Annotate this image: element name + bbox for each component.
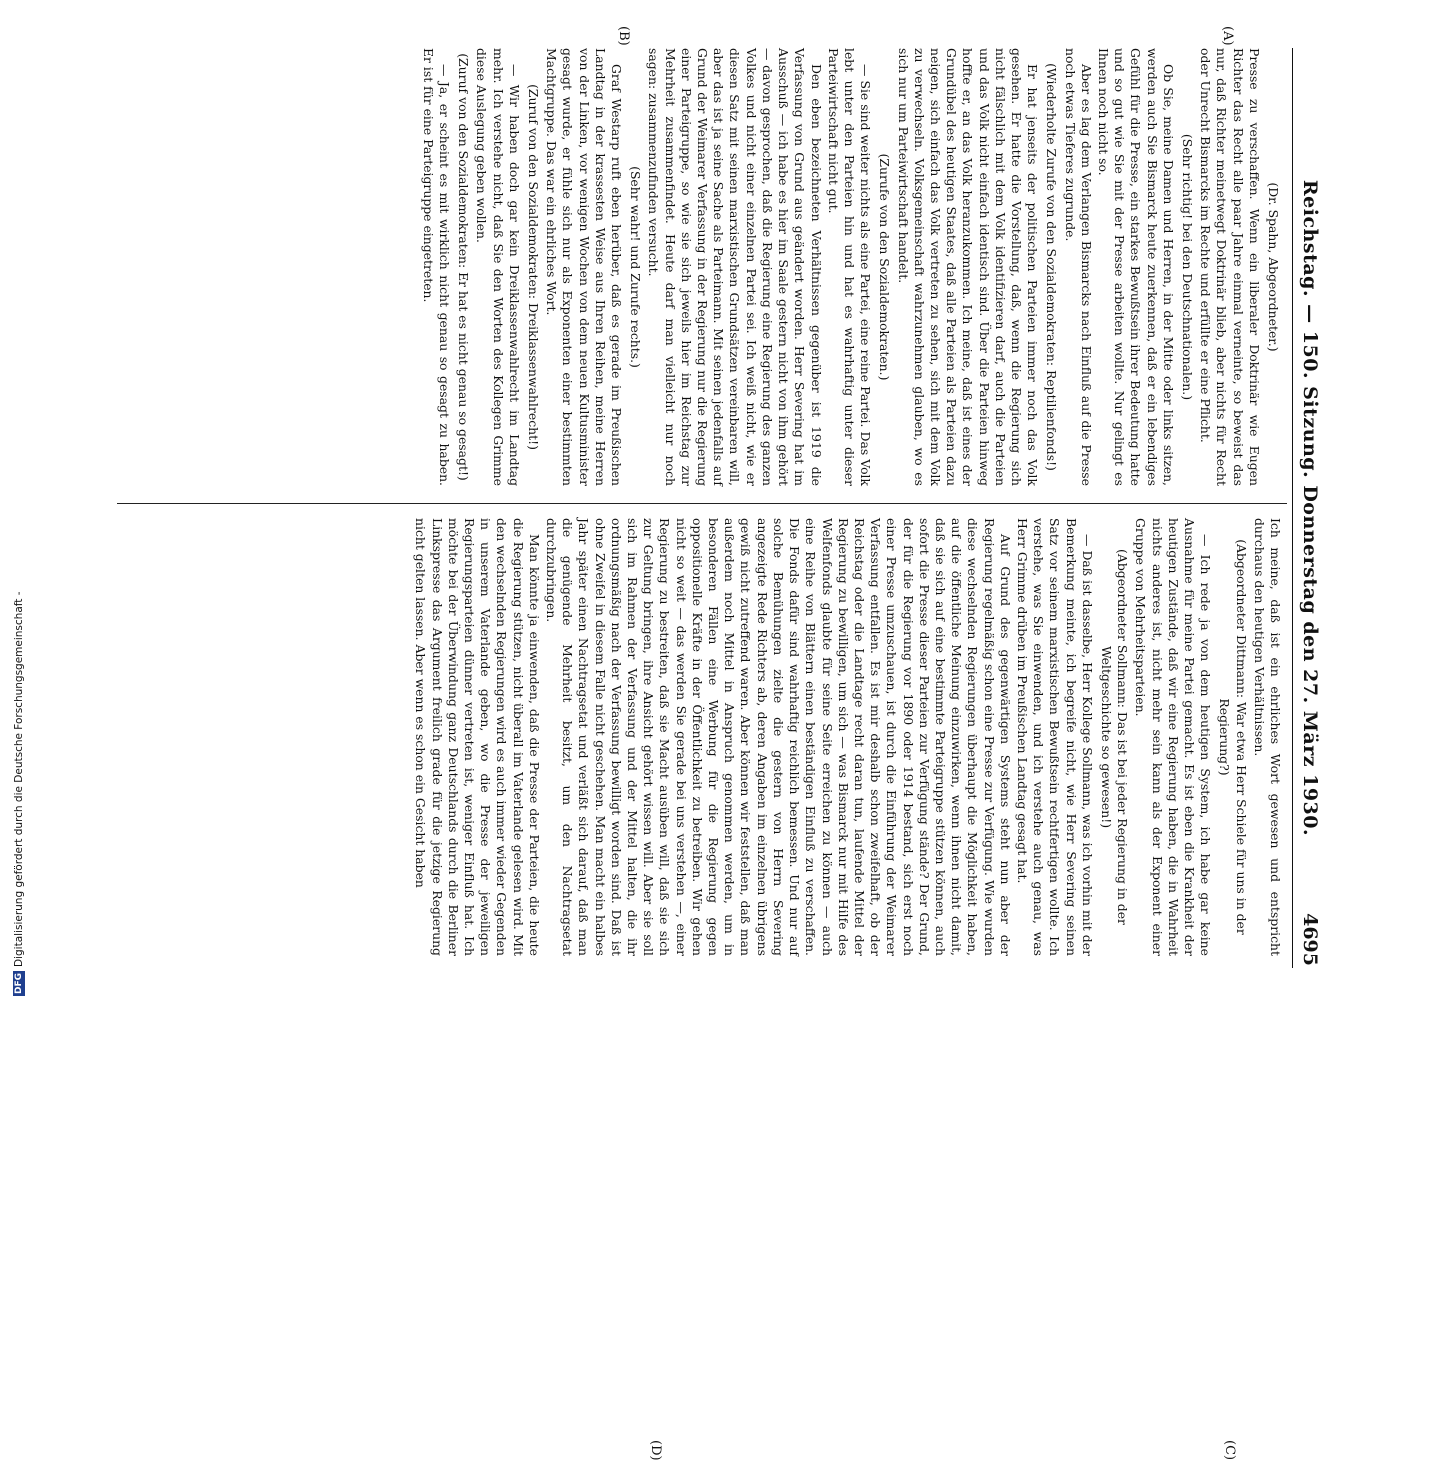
- margin-marker-a: (A): [1220, 26, 1235, 46]
- page-header: [1292, 48, 1327, 968]
- interjection: (Sehr wahr! und Zurufe rechts.): [628, 166, 644, 368]
- paragraph: — Sie sind weiter nichts als eine Partei, eine reine Partei. Das Volk lebt unter den Parteien hin und hat es wahrhaftig unter dieser Parteiwirtschaft nicht gut.: [825, 48, 874, 486]
- column-divider: [117, 503, 1287, 504]
- paragraph: Ob Sie, meine Damen und Herren, in der Mitte oder links sitzen, werden auch Sie Bismarck heute zuerkennen, daß er ein lebendiges Gefühl für die Presse, ein starkes Bewußtsein ihrer Bedeutung hatte und so gut wie Sie mit der Presse arbeiten wollte. Nur gelingt es Ihnen noch nicht so.: [1095, 48, 1176, 486]
- paragraph: Den eben bezeichneten Verhältnissen gegenüber ist 1919 die Verfassung von Grund aus geändert worden. Herr Severing hat im Ausschuß — ich habe es hier im Saale gestern nicht von ihm gehört — davon gesprochen, daß die Regierung eine Regierung des ganzen Volkes und nicht einer einzelnen Partei sei. Ich weiß nicht, wie er diesen Satz mit seinen marxistischen Grundsätzen vereinbaren will, aber das ist ja seine Sache als Parteimann. Mit seinen jedenfalls auf Grund der Weimarer Verfassung in der Regierung nur die Regierung einer Parteigruppe, so wie sie sich jeweils hier im Reichstag zur Mehrheit zusammenfindet. Heute darf man vielleicht nur noch sagen: zusammenzufinden versucht.: [646, 48, 824, 486]
- margin-marker-c: (C): [1222, 1440, 1237, 1461]
- paragraph: Ich meine, daß ist ein ehrliches Wort gewesen und entspricht durchaus den heutigen Verhältnissen.: [1251, 518, 1283, 956]
- left-column: [117, 26, 1283, 486]
- digitization-note: [10, 4, 28, 996]
- header-title: Reichstag. — 150. Sitzung. Donnerstag den 27. März 1930.: [1299, 179, 1321, 837]
- interjection: (Zurufe von den Sozialdemokraten.): [877, 153, 893, 381]
- interjection: (Zuruf von den Sozialdemokraten: Er hat es nicht genau so gesagt!): [456, 53, 472, 481]
- interjection: (Zuruf von den Sozialdemokraten: Dreiklassenwahlrecht!): [526, 84, 542, 450]
- paragraph: Er hat jenseits der politischen Parteien immer noch das Volk gesehen. Er hatte die Vorstellung, daß, wenn die Regierung sich nicht fälschlich mit dem Volk identifizieren darf, auch die Parteien und das Volk nicht einfach identisch sind. Über die Parteien hinweg hoffte er, an das Volk heranzukommen. Ich meine, daß ist eines der Grundübel des heutigen Staates, daß alle Parteien als Parteien dazu neigen, sich einfach das Volk vertreten zu sehen, sich mit dem Volk zu verwechseln. Volksgemeinschaft wahrzunehmen glauben, wo es sich nur um Parteiwirtschaft handelt.: [895, 48, 1041, 486]
- interjection: (Abgeordneter Dittmann: War etwa Herr Schiele für uns in der Regierung?): [1217, 539, 1249, 935]
- paragraph: Auf Grund des gegenwärtigen Systems steht nun aber der Regierung regelmäßig schon eine Presse zur Verfügung. Wie wurden diese wechselnden Regierungen überhaupt die Möglichkeit haben, auf die öffentliche Meinung einzuwirken, wenn ihnen nicht damit, daß sie sich auf eine bestimmte Parteigruppe stützen können, auch sofort die Presse dieser Parteien zur Verfügung stände? Der Grund, der für die Regierung vor 1890 oder 1914 bestand, sich erst noch einer Presse umzuschauen, ist durch die Einführung der Weimarer Verfassung entfallen. Es ist mir deshalb schon zweifelhaft, ob der Reichstag oder die Landtage recht daran tun, laufende Mittel der Regierung zu bewilligen, um sich — was Bismarck nur mit Hilfe des Welfenfonds glaubte für seine Seite erreichen zu können — auch eine Reihe von Blättern einen beständigen Einfluß zu verschaffen. Die Fonds dafür sind wahrhaftig reichlich bemessen. Und nur auf solche Bemühungen zielte die gestern von Herrn Severing angezeigte Rede Richters ab, deren Angaben im einzelnen übrigens gewiß nicht zutreffend waren. Aber können wir feststellen, daß man außerdem noch Mittel in Anspruch genommen werden, um in besonderen Fällen eine Werbung für die Regierung gegen oppositionelle Kräfte in der Öffentlichkeit zu betreiben. Wir gehen nicht so weit — das werden Sie gerade bei uns verstehen —, einer Regierung zu bestreiten, daß sie Macht ausüben will, daß sie sich zur Geltung bringen, ihre Ansicht gehört wissen will. Aber sie soll sich im Rahmen der Verfassung und der Mittel halten, die ihr ordnungsmäßig nach der Verfassung bewilligt worden sind. Daß ist ohne Zweifel in diesem Falle nicht geschehen. Man macht ein halbes Jahr später einen Nachtragsetat und verläßt sich darauf, daß man die genügende Mehrheit besitzt, um den Nachtragsetat durchzubringen.: [544, 518, 1013, 956]
- paragraph: — Ich rede ja von dem heutigen System, ich habe gar keine Ausnahme für meine Partei gemacht. Es ist eben die Krankheit der heutigen Zustände, daß wir eine Regierung haben, die in Wahrheit nichts anderes ist, nicht mehr sein kann als der Exponent einer Gruppe von Mehrheitsparteien.: [1133, 518, 1214, 956]
- interjection: (Abgeordneter Sollmann: Das ist bei jeder Regierung in der Weltgeschichte so gewesen!): [1098, 549, 1131, 925]
- margin-marker-b: (B): [616, 26, 631, 46]
- paragraph: — Daß ist dasselbe, Herr Kollege Sollmann, was ich vorhin mit der Bemerkung meinte, ich begreife nicht, wie Herr Severing seinen Satz vor seinem marxistischen Bewußtsein rechtfertigen wollte. Ich verstehe, was Sie einwenden, und ich verstehe auch genau, was Herr Grimme drüben im Preußischen Landtag gesagt hat.: [1014, 518, 1095, 956]
- paragraph: — Wir haben doch gar kein Dreiklassenwahlrecht im Landtag mehr. Ich verstehe nicht, daß Sie den Worten des Kollegen Grimme diese Auslegung geben wollen.: [474, 48, 522, 486]
- paragraph: — Ja, er scheint es mit wirklich nicht genau so gesagt zu haben. Er ist für eine Parteigruppe eingetreten.: [420, 48, 453, 486]
- paragraph: Man könnte ja einwenden, daß die Presse der Parteien, die heute die Regierung stützen, nicht überall im Vaterlande gelesen wird. Mit den wechselnden Regierungen wird es auch immer wieder Gegenden in unserem Vaterlande geben, wo die Presse der jeweiligen Regierungsparteien dünner vertreten ist, weniger Einfluß hat. Ich möchte bei der Überwindung ganz Deutschlands durch die Berliner Linkspresse das Argument freilich grade für die jetzige Regierung nicht gelten lassen. Aber wenn es schon ein Gesicht haben: [413, 518, 542, 956]
- page-number: 4695: [1299, 913, 1321, 966]
- margin-marker-d: (D): [648, 1440, 663, 1461]
- paragraph: Aber es lag dem Verlangen Bismarcks nach Einfluß auf die Presse noch etwas Tieferes zugrunde.: [1062, 48, 1094, 486]
- interjection: (Wiederholte Zurufe von den Sozialdemokraten: Reptilienfonds!): [1044, 63, 1060, 471]
- rotated-document-page: [117, 26, 1327, 1461]
- dfg-logo: DFG: [14, 972, 24, 994]
- interjection: (Sehr richtig! bei den Deutschnationalen.): [1179, 133, 1195, 401]
- paragraph: Graf Westarp ruft eben herüber, daß es gerade im Preußischen Landtag in der krassesten Weise aus Ihren Reihen, meine Herren von der Linken, vor wenigen Wochen von dem neuen Kultusminister gesagt wurde, er fühle sich nur als Exponenten einer bestimmten Machtgruppe. Das war ein ehrliches Wort.: [544, 48, 625, 486]
- right-column: [117, 518, 1283, 1461]
- speaker-note: (Dr. Spahn, Abgeordneter.): [1266, 182, 1281, 352]
- paragraph: Presse zu verschaffen. Wenn ein liberaler Doktrinär wie Eugen Richter das Recht alle paar Jahre einmal verneinte, so beweist das nur, daß Richter meinetwegt Doktrinär blieb, aber nichts für Recht oder Unrecht Bismarcks im Rechte und erfüllte er eine Pflicht.: [1198, 48, 1262, 486]
- digitization-text: Digitalisierung gefördert durch die Deutsche Forschungsgemeinschaft -: [13, 591, 25, 967]
